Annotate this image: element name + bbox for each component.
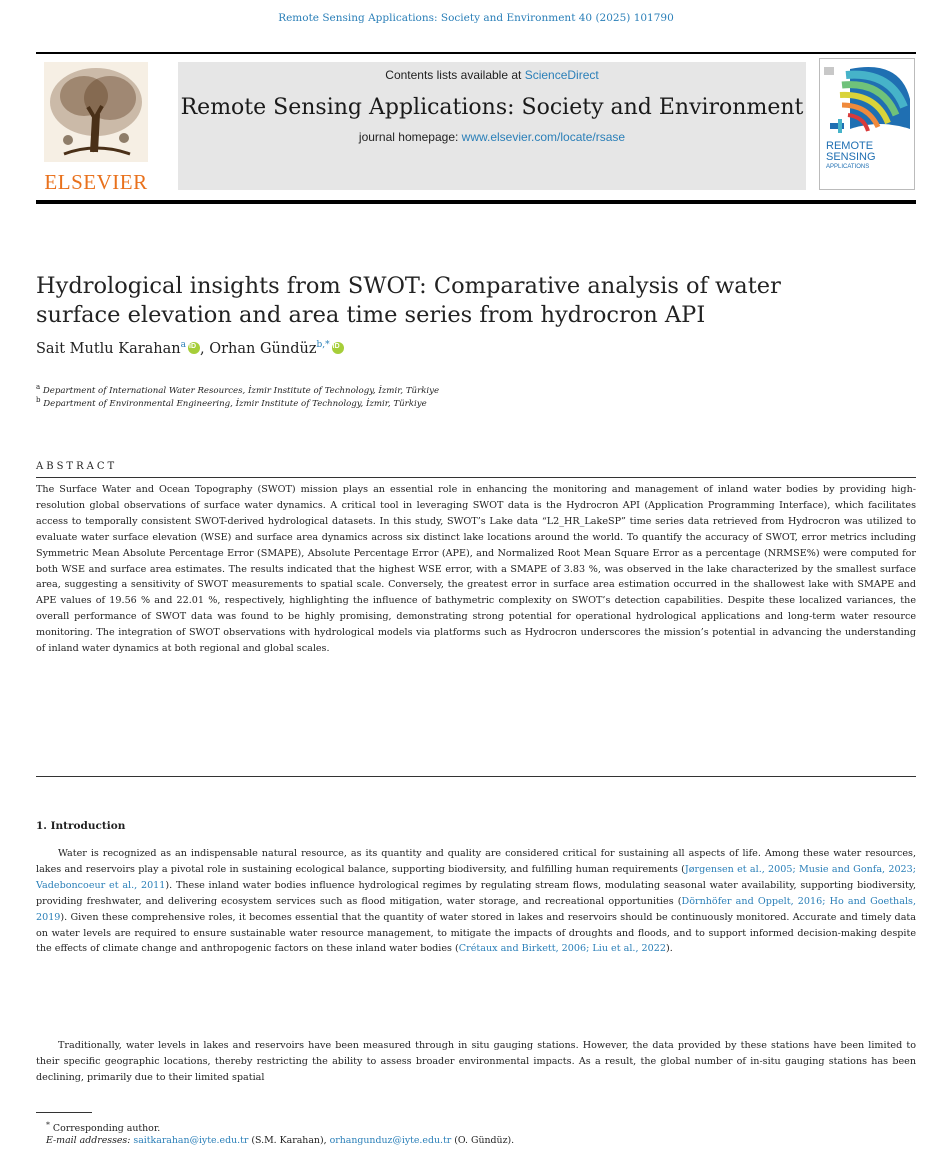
email-label: E-mail addresses: (46, 1135, 131, 1146)
homepage-line (178, 130, 806, 144)
sciencedirect-link[interactable]: ScienceDirect (524, 68, 599, 82)
cover-text-2: SENSING (826, 151, 876, 163)
email-link[interactable]: orhangunduz@iyte.edu.tr (329, 1135, 452, 1146)
abstract-top-rule (36, 477, 916, 478)
abstract-text: The Surface Water and Ocean Topography (SWOT) mission plays an essential role in enhancing the monitoring and management of inland water bodies by providing high-resolution global observations of surface water dynamics. A critical tool in leveraging SWOT data is the Hydrocron API (Application Programming Interface), which facilitates access to temporally consistent SWOT-derived hydrological datasets. In this study, SWOT’s Lake data “L2_HR_LakeSP” time series data retrieved from Hydrocron was utilized to evaluate water surface elevation (WSE) and surface area dynamics across six distinct lake locations around the world. To quantify the accuracy of SWOT, error metrics including Symmetric Mean Absolute Percentage Error (SMAPE), Absolute Percentage Error (APE), and Normalized Root Mean Square Error as a percentage (NRMSE%) were computed for both WSE and surface area estimates. The results indicated that the highest WSE error, with a SMAPE of 3.83 %, was observed in the lake characterized by the smallest surface area, suggesting a sensitivity of SWOT measurements to spatial scale. Conversely, the greatest error in surface area estimation occurred in the shallowest lake with SMAPE and APE values of 19.56 % and 22.01 %, respectively, highlighting the influence of bathymetric complexity on SWOT’s detection capabilities. Despite these localized variances, the overall performance of SWOT data was found to be highly promising, demonstrating strong potential for operational hydrological applications and long-term water resource monitoring. The integration of SWOT observations with hydrological models via platforms such as Hydrocron underscores the mission’s potential in advancing the understanding of inland water dynamics at both regional and global scales. (36, 484, 916, 655)
author-affil-mark[interactable]: b,* (316, 340, 330, 350)
intro-paragraph-2: Traditionally, water levels in lakes and reservoirs have been measured through in situ gauging stations. However, the data provided by these stations have been limited to their specific geographic locations, thereby restricting the ability to assess broader environmental impacts. As a result, the global number of in-situ gauging stations has been declining, primarily due to their limited spatial (36, 1040, 916, 1083)
elsevier-wordmark: ELSEVIER (44, 170, 148, 194)
journal-info-box (178, 62, 806, 190)
author-list (36, 340, 344, 357)
footnote-corresponding-text: Corresponding author. (52, 1123, 161, 1135)
affiliation-b (36, 396, 427, 409)
elsevier-logo[interactable] (36, 62, 156, 194)
paragraph-text: ). These inland water bodies influence hydrological regimes by regulating stream flows, modulating seasonal water availability, supporting biodiversity, providing freshwater, and delivering ecosystem services such as flood mitigation, water storage, and recreational opportunities ( (36, 879, 916, 907)
abstract-heading: ABSTRACT (36, 461, 118, 472)
citation-link[interactable]: Jørgensen et al., 2005; Musie and Gonfa, 2023; Vadeboncoeur et al., 2011 (36, 863, 916, 891)
affiliation-text: Department of International Water Resources, İzmir Institute of Technology, İzmir, Türkiye (42, 385, 440, 396)
footnote-corresponding (46, 1120, 160, 1134)
abstract-bottom-rule (36, 776, 916, 777)
email-owner: (O. Gündüz). (454, 1135, 515, 1146)
affiliation-text: Department of Environmental Engineering, İzmir Institute of Technology, İzmir, Türkiye (43, 398, 427, 409)
author-separator: , (200, 340, 210, 357)
section-heading: 1. Introduction (36, 820, 126, 832)
masthead-top-rule (36, 52, 916, 54)
email-link[interactable]: saitkarahan@iyte.edu.tr (133, 1135, 249, 1146)
cover-text-1: REMOTE (826, 140, 874, 152)
citation-link[interactable]: Crétaux and Birkett, 2006; Liu et al., 2022 (458, 943, 666, 955)
journal-name[interactable]: Remote Sensing Applications: Society and Environment (180, 95, 804, 120)
running-head[interactable]: Remote Sensing Applications: Society and Environment 40 (2025) 101790 (278, 12, 674, 24)
journal-homepage-link[interactable]: www.elsevier.com/locate/rsase (461, 130, 626, 144)
affiliation-mark: a (36, 383, 41, 391)
journal-cover-thumbnail[interactable] (819, 58, 915, 190)
orcid-icon[interactable] (188, 342, 200, 354)
orcid-icon[interactable] (332, 342, 344, 354)
footnote-emails (46, 1135, 514, 1146)
affiliation-mark: b (36, 396, 41, 404)
affiliation-a (36, 383, 439, 396)
journal-masthead (36, 52, 916, 202)
author-affil-mark[interactable]: a (180, 340, 186, 350)
author-name[interactable]: Orhan Gündüz (209, 340, 317, 357)
author-name[interactable]: Sait Mutlu Karahan (36, 340, 181, 357)
cover-text-3: APPLICATIONS (826, 164, 870, 170)
contents-prefix: Contents lists available at (385, 68, 525, 82)
footnote-mark: * (46, 1120, 50, 1129)
elsevier-tree-icon (44, 62, 148, 162)
paragraph-text: ). (665, 943, 673, 955)
email-owner: (S.M. Karahan), (251, 1135, 327, 1146)
masthead-bottom-rule (36, 200, 916, 204)
paragraph-text: Water is recognized as an indispensable natural resource, as its quantity and quality are considered critical for sustaining all aspects of life. Among these water resources, lakes and reservoirs play a pivotal role in sustaining ecological balance, supporting biodiversity, and fulfilling human requirements ( (36, 848, 916, 875)
contents-line (178, 68, 806, 82)
footnote-rule (36, 1112, 92, 1113)
homepage-prefix: journal homepage: (358, 130, 462, 144)
paragraph-text: ). Given these comprehensive roles, it becomes essential that the quantity of water stored in lakes and reservoirs should be continuously monitored. Accurate and timely data on water levels are required to ensure sustainable water resource management, to mitigate the impacts of droughts and floods, and to support informed decision-making despite the effects of climate change and anthropogenic factors on these inland water bodies ( (36, 911, 916, 955)
intro-paragraph-1 (36, 846, 916, 957)
article-title: Hydrological insights from SWOT: Comparative analysis of water surface elevation and area time series from hydrocron API (36, 273, 781, 329)
citation-link[interactable]: Dörnhöfer and Oppelt, 2016; Ho and Goethals, 2019 (36, 895, 916, 923)
cover-art-icon (820, 59, 914, 189)
